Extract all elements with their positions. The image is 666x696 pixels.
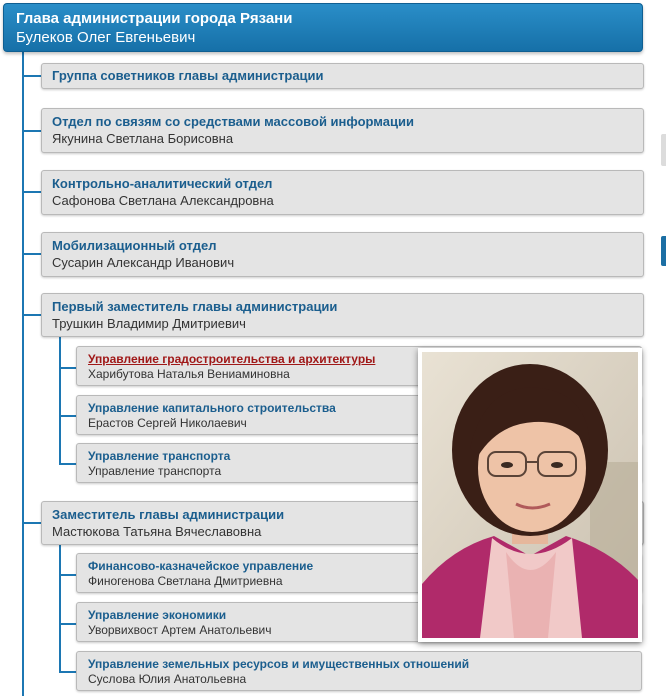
tree-trunk (22, 52, 24, 696)
head-title: Глава администрации города Рязани (16, 10, 293, 27)
unit-head-name: Харибутова Наталья Вениаминовна (88, 367, 290, 381)
dept-title: Группа советников главы администрации (52, 68, 324, 83)
unit-head-name: Финогенова Светлана Дмитриевна (88, 574, 283, 588)
dept-mobilization[interactable] (41, 232, 644, 277)
dept-head-name: Сусарин Александр Иванович (52, 255, 235, 270)
dept-head-name: Мастюкова Татьяна Вячеславовна (52, 524, 262, 539)
dept-title: Отдел по связям со средствами массовой информации (52, 114, 414, 129)
dept-media-relations[interactable] (41, 108, 644, 153)
unit-title-link[interactable]: Управление градостроительства и архитектуры (88, 352, 376, 366)
unit-title-link[interactable]: Управление транспорта (88, 449, 231, 463)
dept-control-analytics[interactable] (41, 170, 644, 215)
unit-head-name: Ерастов Сергей Николаевич (88, 416, 247, 430)
dept-head-name: Сафонова Светлана Александровна (52, 193, 274, 208)
branch-line (22, 253, 41, 255)
dept-advisors-group[interactable] (41, 63, 644, 89)
branch-line (22, 314, 41, 316)
side-tab[interactable] (661, 134, 666, 166)
sub-branch-line (59, 623, 76, 625)
dept-head-name: Трушкин Владимир Дмитриевич (52, 316, 246, 331)
sub-branch-line (59, 574, 76, 576)
dept-title: Мобилизационный отдел (52, 238, 217, 253)
dept-title: Заместитель главы администрации (52, 507, 285, 522)
unit-head-name: Управление транспорта (88, 464, 222, 478)
side-tab[interactable] (661, 236, 666, 266)
dept-head-name: Якунина Светлана Борисовна (52, 131, 234, 146)
sub-trunk (59, 337, 61, 464)
dept-title: Первый заместитель главы администрации (52, 299, 338, 314)
branch-line (22, 522, 41, 524)
unit-head-name: Уворвихвост Артем Анатольевич (88, 623, 272, 637)
branch-line (22, 75, 41, 77)
branch-line (22, 191, 41, 193)
unit-head-name: Суслова Юлия Анатольевна (88, 672, 247, 686)
unit-title-link[interactable]: Финансово-казначейское управление (88, 559, 314, 573)
unit-title-link[interactable]: Управление капитального строительства (88, 401, 336, 415)
sub-branch-line (59, 463, 76, 465)
sub-branch-line (59, 671, 76, 673)
sub-trunk (59, 545, 61, 673)
unit-title-link[interactable]: Управление экономики (88, 608, 227, 622)
head-of-administration-card[interactable] (3, 3, 643, 52)
unit-title-link[interactable]: Управление земельных ресурсов и имущественных отношений (88, 657, 470, 671)
portrait-photo (422, 352, 638, 638)
dept-first-deputy[interactable] (41, 293, 644, 337)
branch-line (22, 130, 41, 132)
dept-title: Контрольно-аналитический отдел (52, 176, 273, 191)
unit-land-resources[interactable] (76, 651, 642, 691)
head-name: Булеков Олег Евгеньевич (16, 29, 196, 46)
sub-branch-line (59, 367, 76, 369)
head-photo-popup (418, 348, 642, 642)
sub-branch-line (59, 415, 76, 417)
